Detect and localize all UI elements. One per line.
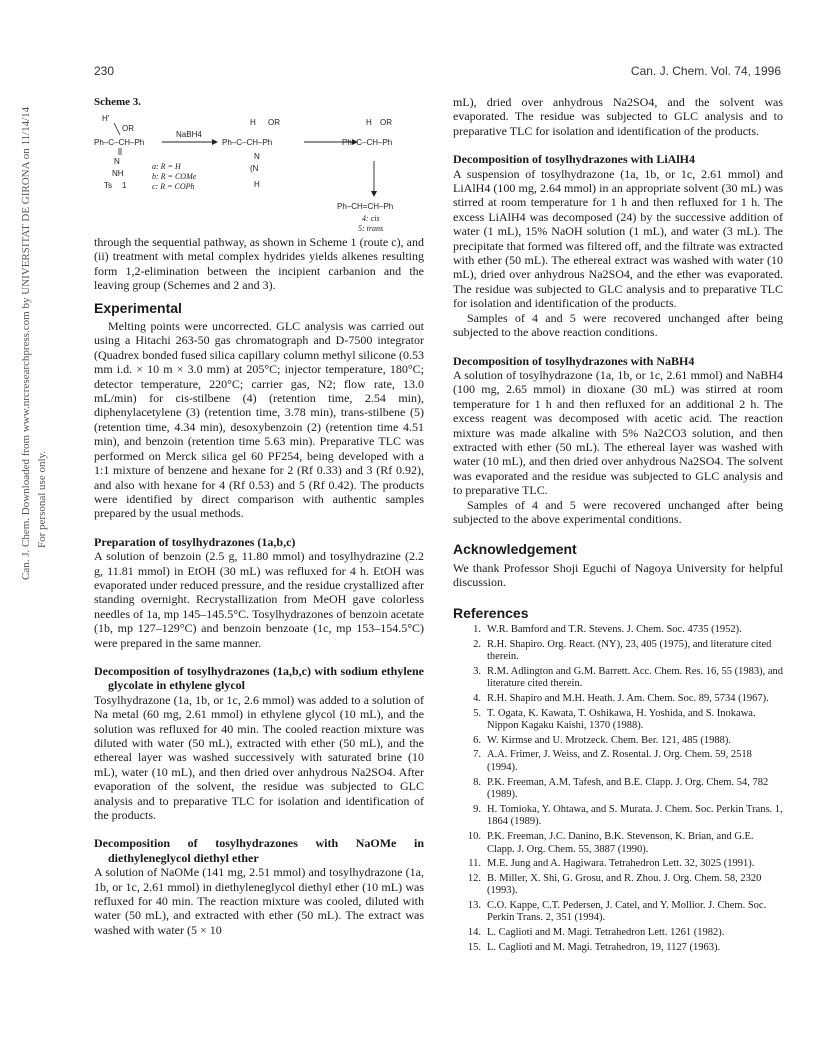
reference-text: L. Caglioti and M. Magi. Tetrahedron, 19, 1127 (1963). <box>487 941 721 953</box>
download-watermark: Can. J. Chem. Downloaded from www.nrcresearchpress.com by UNIVERSITAT DE GIRONA on 11/14/14 <box>20 106 32 580</box>
reference-item <box>453 831 783 856</box>
reference-text: R.H. Shapiro. Org. React. (NY), 23, 405 (1975), and literature cited therein. <box>487 638 772 663</box>
reference-text: T. Ogata, K. Kawata, T. Oshikawa, H. Yoshida, and S. Inokawa. Nippon Kagaku Kaishi, 1370 (1988). <box>487 707 756 732</box>
svg-text:1: 1 <box>122 181 127 190</box>
reference-text: R.M. Adlington and G.M. Barrett. Acc. Chem. Res. 16, 55 (1983), and literature cited therein. <box>487 665 784 690</box>
reference-text: H. Tomioka, Y. Ohtawa, and S. Murata. J. Chem. Soc. Perkin Trans. 1, 1864 (1989). <box>487 803 783 828</box>
svg-text:OR: OR <box>122 124 134 133</box>
reference-item <box>453 777 783 802</box>
reference-item <box>453 900 783 925</box>
journal-header: Can. J. Chem. Vol. 74, 1996 <box>630 64 781 78</box>
acknowledgement-heading: Acknowledgement <box>453 541 577 558</box>
reference-number: 15. <box>467 941 481 953</box>
svg-text:OR: OR <box>380 118 392 127</box>
reference-item <box>453 749 783 774</box>
naome-paragraph: A solution of NaOMe (141 mg, 2.51 mmol) and tosylhydrazone (1a, 1b, or 1c, 2.61 mmol) in diethyleneglycol diethyl ether (10 mL) was refluxed for 40 min. The reaction mixture was cooled, diluted with water (50 mL), and extracted with ether (50 mL). The extract was washed with water (5 × 10 <box>94 865 424 937</box>
experimental-heading: Experimental <box>94 299 182 316</box>
product-label-cis: 4: cis <box>362 214 380 223</box>
reference-number: 5. <box>473 707 481 719</box>
reference-text: W.R. Bamford and T.R. Stevens. J. Chem. Soc. 4735 (1952). <box>487 624 742 635</box>
lialh4-samples-paragraph: Samples of 4 and 5 were recovered unchanged after being subjected to the above reaction conditions. <box>453 310 783 340</box>
prep-paragraph: A solution of benzoin (2.5 g, 11.80 mmol) and tosylhydrazine (2.2 g, 11.81 mmol) in EtOH (30 mL) was refluxed for 4 h. EtOH was evaporated under reduced pressure, and the residue crystallized after standing overnight. Recrystallization from MeOH gave colorless needles of 1a, mp 145–145.5°C. Tosylhydrazones of benzoin acetate (1b, mp 127–129°C) and benzoin benzoate (1c, mp 153–154.5°C) were prepared in the same manner. <box>94 549 424 650</box>
personal-use-watermark: For personal use only. <box>36 450 48 548</box>
acknowledgement-paragraph: We thank Professor Shoji Eguchi of Nagoya University for helpful discussion. <box>453 560 783 590</box>
reference-item <box>453 735 783 748</box>
legend-a: a: R = H <box>152 162 181 171</box>
reference-number: 4. <box>473 692 481 704</box>
reference-number: 13. <box>467 899 481 911</box>
reference-number: 6. <box>473 734 481 746</box>
svg-text:N: N <box>114 157 120 166</box>
left-column <box>94 95 424 937</box>
nabh4-heading: Decomposition of tosylhydrazones with NaBH4 <box>453 353 695 368</box>
reference-item <box>453 708 783 733</box>
lialh4-paragraph: A suspension of tosylhydrazone (1a, 1b, or 1c, 2.61 mmol) and LiAlH4 (100 mg, 2.64 mmol) in an appropriate solvent (30 mL) was stirred at room temperature for 1 h and then refluxed for 1 h. The excess LiAlH4 was decomposed (24) by the successive addition of water (1 mL), 15% NaOH solution (1 mL), and water (3 mL). The precipitate that formed was filtered off, and the filtrate was extracted with ether (50 mL). The ethereal extract was washed with water (10 mL), dried over anhydrous Na2SO4, and the ether was evaporated. The residue was subjected to GLC analysis and to preparative TLC for isolation and identification of the products. <box>453 166 783 311</box>
legend-c: c: R = COPh <box>152 182 195 191</box>
reference-text: W. Kirmse and U. Mrotzeck. Chem. Ber. 121, 485 (1988). <box>487 734 731 746</box>
svg-text:N: N <box>254 152 260 161</box>
reference-number: 8. <box>473 776 481 788</box>
reference-text: P.K. Freeman, A.M. Tafesh, and B.E. Clapp. J. Org. Chem. 54, 782 (1989). <box>487 776 769 801</box>
svg-text:H': H' <box>102 114 110 123</box>
reference-number: 14. <box>467 927 481 939</box>
reference-text: R.H. Shapiro and M.H. Heath. J. Am. Chem. Soc. 89, 5734 (1967). <box>487 692 769 704</box>
scheme-3 <box>94 95 424 235</box>
reference-item <box>453 858 783 871</box>
experimental-paragraph: Melting points were uncorrected. GLC analysis was carried out using a Hitachi 263-50 gas chromatograph and D-7500 integrator (Quadrex bonded fused silica capillary column methyl silicone (0.53 mm i.d. × 10 m × 3.0 mm) at 205°C; injector temperature, 180°C; detector temperature, 220°C; carrier gas, N2; flow rate, 13.0 mL/min) for cis-stilbene (4) (retention time, 2.54 min), diphenylacetylene (3) (retention time, 3.78 min), trans-stilbene (5) (retention time, 4.34 min), desoxybenzoin (2) (retention time 4.51 min), and benzoin (retention time 5.63 min). Preparative TLC was performed on Merck silica gel 60 PF254, being developed with a 1:1 mixture of benzene and hexane for 2 (Rf 0.33) and 3 (Rf 0.92), and also with hexane for 4 (Rf 0.53) and 5 (Rf 0.42). The products were identified by direct comparison with authentic samples prepared by the usual methods. <box>94 319 424 521</box>
prep-heading: Preparation of tosylhydrazones (1a,b,c) <box>94 534 296 549</box>
references-heading: References <box>453 604 529 621</box>
reference-item <box>453 639 783 664</box>
reference-text: C.O. Kappe, C.T. Pedersen, J. Catel, and Y. Mollior. J. Chem. Soc. Perkin Trans. 2, 351 (1994). <box>487 899 767 924</box>
svg-text:Ph–C–CH–Ph: Ph–C–CH–Ph <box>342 138 393 147</box>
reference-number: 12. <box>467 872 481 884</box>
reference-text: B. Miller, X. Shi, G. Grosu, and R. Zhou. J. Org. Chem. 58, 2320 (1993). <box>487 872 762 897</box>
nabh4-samples-paragraph: Samples of 4 and 5 were recovered unchanged after being subjected to the above experimental conditions. <box>453 497 783 526</box>
glycol-paragraph: Tosylhydrazone (1a, 1b, or 1c, 2.6 mmol) was added to a solution of Na metal (60 mg, 2.61 mmol) in ethylene glycol (10 mL), and the solution was refluxed for 40 min. The cooled reaction mixture was diluted with water (50 mL), extracted with ether (50 mL), and the ethereal layer was washed successively with saturated brine (10 mL), water (10 mL), and then dried over anhydrous Na2SO4. After evaporation of the solvent, the residue was subjected to GLC analysis and to preparative TLC for isolation and identification of the products. <box>94 692 424 823</box>
reference-number: 10. <box>467 830 481 842</box>
reference-text: P.K. Freeman, J.C. Danino, B.K. Stevenson, K. Brian, and G.E. Clapp. J. Org. Chem. 55, 3887 (1990). <box>487 830 754 855</box>
legend-b: b: R = COMe <box>152 172 197 181</box>
reference-number: 3. <box>473 665 481 677</box>
product-formula: Ph–CH=CH–Ph <box>337 202 394 211</box>
reference-item <box>453 666 783 691</box>
svg-text:Ts: Ts <box>104 181 112 190</box>
right-column <box>453 95 783 956</box>
lialh4-heading: Decomposition of tosylhydrazones with LiAlH4 <box>453 152 696 167</box>
scheme-title: Scheme 3. <box>94 96 142 108</box>
svg-text:OR: OR <box>268 118 280 127</box>
reference-number: 1. <box>473 624 481 635</box>
references-list <box>453 624 783 954</box>
svg-text:H: H <box>366 118 372 127</box>
scheme-drawing <box>94 95 424 235</box>
reference-text: L. Caglioti and M. Magi. Tetrahedron Lett. 1261 (1982). <box>487 927 725 939</box>
reference-text: M.E. Jung and A. Hagiwara. Tetrahedron Lett. 32, 3025 (1991). <box>487 858 755 870</box>
reference-text: A.A. Frimer, J. Weiss, and Z. Rosental. J. Org. Chem. 59, 2518 (1994). <box>487 749 752 773</box>
reference-number: 11. <box>468 858 481 870</box>
reference-item <box>453 873 783 898</box>
svg-text:NH: NH <box>112 169 124 178</box>
svg-text:H: H <box>254 180 260 189</box>
naome-heading: Decomposition of tosylhydrazones with NaOMe in diethyleneglycol diethyl ether <box>94 836 424 865</box>
svg-text:H: H <box>250 118 256 127</box>
reference-item <box>453 624 783 637</box>
continued-paragraph: mL), dried over anhydrous Na2SO4, and the solvent was evaporated. The residue was subjected to GLC analysis and to preparative TLC for isolation and identification of the products. <box>453 95 783 138</box>
reference-number: 9. <box>473 803 481 815</box>
nabh4-paragraph: A solution of tosylhydrazone (1a, 1b, or 1c, 2.61 mmol) and NaBH4 (100 mg, 2.65 mmol) in dioxane (30 mL) was stirred at room temperature for 1 h and then refluxed for an additional 2 h. The excess reagent was decomposed with acetic acid. The reaction mixture was made alkaline with 5% Na2CO3 solution, and then extracted with ether (50 mL). The ethereal layer was washed with water (10 mL), and then dried over anhydrous Na2SO4. The solvent was evaporated and the residue was subjected to GLC analysis and to preparative TLC. <box>453 367 783 498</box>
intro-paragraph: through the sequential pathway, as shown in Scheme 1 (route c), and (ii) treatment with metal complex hydrides yields alkenes resulting form 1,2-elimination between the incipient carbanion and the leaving group (Schemes and 2 and 3). <box>94 235 424 293</box>
reference-item <box>453 804 783 829</box>
svg-text:Ph–C–CH–Ph: Ph–C–CH–Ph <box>94 138 145 147</box>
reference-number: 2. <box>473 638 481 650</box>
reference-item <box>453 942 783 955</box>
reference-item <box>453 927 783 940</box>
page-number: 230 <box>94 64 115 78</box>
svg-text:Ph–C–CH–Ph: Ph–C–CH–Ph <box>222 138 273 147</box>
product-label-trans: 5: trans <box>358 224 384 233</box>
reagent-label: NaBH4 <box>176 130 202 139</box>
glycol-heading: Decomposition of tosylhydrazones (1a,b,c) with sodium ethylene glycolate in ethylene glycol <box>94 663 424 693</box>
svg-text:(N: (N <box>250 164 259 173</box>
reference-number: 7. <box>473 749 481 761</box>
reference-item <box>453 693 783 706</box>
